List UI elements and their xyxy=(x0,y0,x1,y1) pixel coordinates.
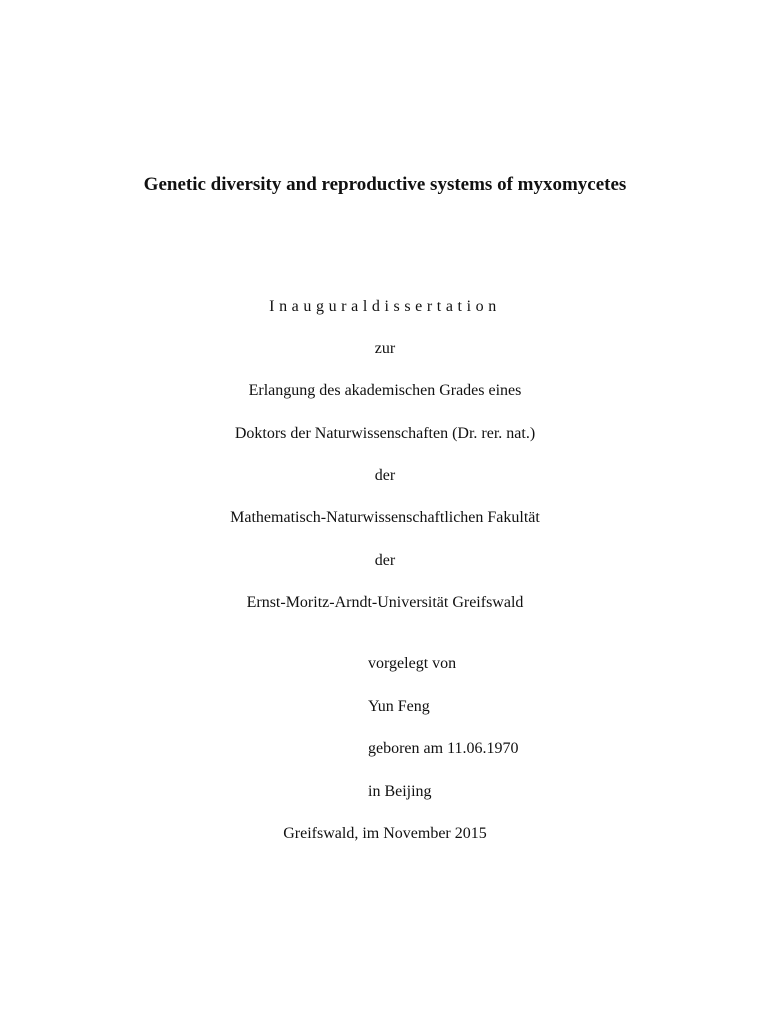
der-text-2: der xyxy=(374,552,396,569)
author-name: Yun Feng xyxy=(368,698,430,715)
submitted-by-text: vorgelegt von xyxy=(368,655,457,672)
place-date-text: Greifswald, im November 2015 xyxy=(283,825,487,842)
der-text-1: der xyxy=(374,467,396,484)
erlangung-text: Erlangung des akademischen Grades eines xyxy=(248,382,522,399)
university-text: Ernst-Moritz-Arndt-Universität Greifswald xyxy=(246,594,524,611)
birth-place-text: in Beijing xyxy=(368,783,432,800)
document-title: Genetic diversity and reproductive systems of myxomycetes xyxy=(143,174,627,195)
birth-date-text: geboren am 11.06.1970 xyxy=(368,740,519,757)
zur-text: zur xyxy=(374,340,396,357)
faculty-text: Mathematisch-Naturwissenschaftlichen Fakultät xyxy=(230,509,540,526)
degree-text: Doktors der Naturwissenschaften (Dr. rer. nat.) xyxy=(234,425,536,442)
dissertation-label: Inauguraldissertation xyxy=(269,298,501,315)
